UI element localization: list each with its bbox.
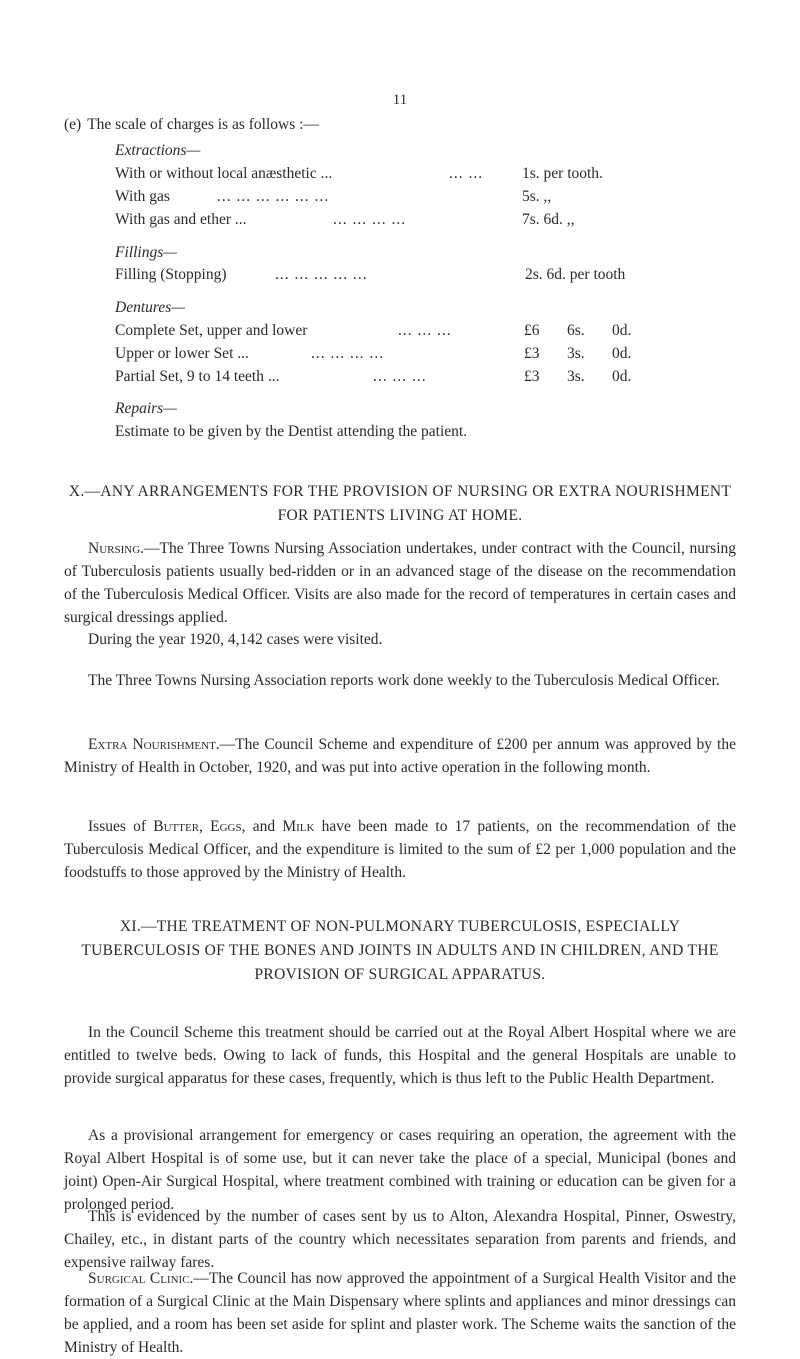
pounds-value: £3 — [524, 368, 540, 385]
extra-nourishment-lead: Extra Nourishment. — [88, 736, 220, 753]
pence-value: 0d. — [612, 345, 632, 362]
charge-row — [115, 322, 715, 342]
leader-dots: ... ... — [449, 165, 484, 182]
pounds-value: £6 — [524, 322, 540, 339]
page-number: 11 — [392, 92, 408, 108]
charge-row — [115, 188, 715, 208]
charge-row — [115, 165, 715, 185]
leader-dots: ... ... ... — [398, 322, 452, 339]
shillings-value: 3s. — [567, 345, 585, 362]
extra-nourishment-paragraph — [64, 733, 736, 779]
pence-value: 0d. — [612, 368, 632, 385]
section-x-heading: X.—ANY ARRANGEMENTS FOR THE PROVISION OF NURSING OR EXTRA NOURISHMENT FOR PATIENTS LIVING AT HOME. — [68, 483, 732, 524]
charge-row — [115, 266, 715, 286]
nursing-lead: Nursing. — [88, 540, 145, 557]
section-xi-heading: XI.—THE TREATMENT OF NON-PULMONARY TUBERCULOSIS, ESPECIALLY TUBERCULOSIS OF THE BONES AND JOINTS IN ADULTS AND IN CHILDREN, AND THE PROVISION OF SURGICAL APPARATUS. — [81, 918, 719, 983]
charge-item: Filling (Stopping) — [115, 266, 227, 283]
cases-paragraph: During the year 1920, 4,142 cases were visited. — [88, 631, 383, 648]
eggs-term: Eggs — [210, 818, 242, 835]
extractions-heading: Extractions— — [115, 142, 201, 159]
charge-amount: 2s. 6d. per tooth — [525, 266, 626, 283]
leader-dots: ... ... ... ... ... — [275, 266, 368, 283]
fillings-heading: Fillings— — [115, 244, 178, 261]
charges-intro — [64, 116, 319, 134]
provisional-arrangement-paragraph: As a provisional arrangement for emergency or cases requiring an operation, the agreement with the Royal Albert Hospital is of some use, but it can never take the place of a special, Municipal (bones and joint) Open-Air Surgical Hospital, where treatment combined with training or education can be given for a prolonged period. — [64, 1127, 736, 1213]
leader-dots: ... ... ... ... — [311, 345, 385, 362]
repairs-heading: Repairs— — [115, 400, 177, 417]
pounds-value: £3 — [524, 345, 540, 362]
leader-dots: ... ... ... — [373, 368, 427, 385]
surgical-clinic-paragraph — [64, 1267, 736, 1359]
charge-row — [115, 345, 715, 365]
reports-paragraph: The Three Towns Nursing Association reports work done weekly to the Tuberculosis Medical Officer. — [88, 672, 720, 689]
intro-text: The scale of charges is as follows :— — [87, 116, 319, 133]
charge-item: With or without local anæsthetic ... — [115, 165, 333, 182]
charge-item: With gas and ether ... — [115, 211, 247, 228]
item-label: (e) — [64, 116, 82, 133]
nursing-text: —The Three Towns Nursing Association undertakes, under contract with the Council, nursing of Tuberculosis patients usually bed-ridden or in an advanced stage of the disease on the recommendation of the Tuberculosis Medical Officer. Visits are also made for the record of temperatures in certain cases and surgical dressings applied. — [64, 540, 736, 626]
surgical-clinic-lead: Surgical Clinic. — [88, 1270, 194, 1287]
charge-item: With gas — [115, 188, 170, 205]
surgical-clinic-text: —The Council has now approved the appointment of a Surgical Health Visitor and the formation of a Surgical Clinic at the Main Dispensary where splints and appliances and minor dressings can be applied, and a room has been set aside for splint and plaster work. The Scheme waits the sanction of the Ministry of Health. — [64, 1270, 736, 1356]
charge-amount: 7s. 6d. ,, — [522, 211, 575, 228]
dentures-heading: Dentures— — [115, 299, 186, 316]
nursing-paragraph — [64, 537, 736, 629]
charge-item: Complete Set, upper and lower — [115, 322, 308, 339]
shillings-value: 6s. — [567, 322, 585, 339]
issues-comma: , — [199, 818, 211, 835]
leader-dots: ... ... ... ... — [333, 211, 407, 228]
extra-nourishment-text: —The Council Scheme and expenditure of £200 per annum was approved by the Ministry of Health in October, 1920, and was put into active operation in the following month. — [64, 736, 736, 776]
charge-row — [115, 368, 715, 388]
shillings-value: 3s. — [567, 368, 585, 385]
leader-dots: ... ... ... ... ... ... — [217, 188, 330, 205]
charge-amount: 1s. per tooth. — [522, 165, 603, 182]
milk-term: Milk — [282, 818, 315, 835]
issues-text-end: have been made to 17 patients, on the recommendation of the Tuberculosis Medical Officer, and the expenditure is limited to the sum of £2 per 1,000 population and the foodstuffs to those approved by the Ministry of Health. — [64, 818, 736, 881]
issues-text-start: Issues of — [88, 818, 154, 835]
evidenced-paragraph: This is evidenced by the number of cases sent by us to Alton, Alexandra Hospital, Pinner, Oswestry, Chailey, etc., in distant parts of the country which necessitates separation from parents and friends, and expensive railway fares. — [64, 1208, 736, 1271]
issues-and: , and — [241, 818, 283, 835]
council-scheme-paragraph: In the Council Scheme this treatment should be carried out at the Royal Albert Hospital where we are entitled to twelve beds. Owing to lack of funds, this Hospital and the general Hospitals are unable to provide surgical apparatus for these cases, frequently, which is thus left to the Public Health Department. — [64, 1024, 736, 1087]
issues-paragraph — [64, 815, 736, 884]
charge-amount: 5s. ,, — [522, 188, 552, 205]
repairs-text: Estimate to be given by the Dentist attending the patient. — [115, 423, 468, 440]
butter-term: Butter — [153, 818, 200, 835]
charge-item: Partial Set, 9 to 14 teeth ... — [115, 368, 280, 385]
pence-value: 0d. — [612, 322, 632, 339]
charge-item: Upper or lower Set ... — [115, 345, 249, 362]
charge-row — [115, 211, 715, 231]
